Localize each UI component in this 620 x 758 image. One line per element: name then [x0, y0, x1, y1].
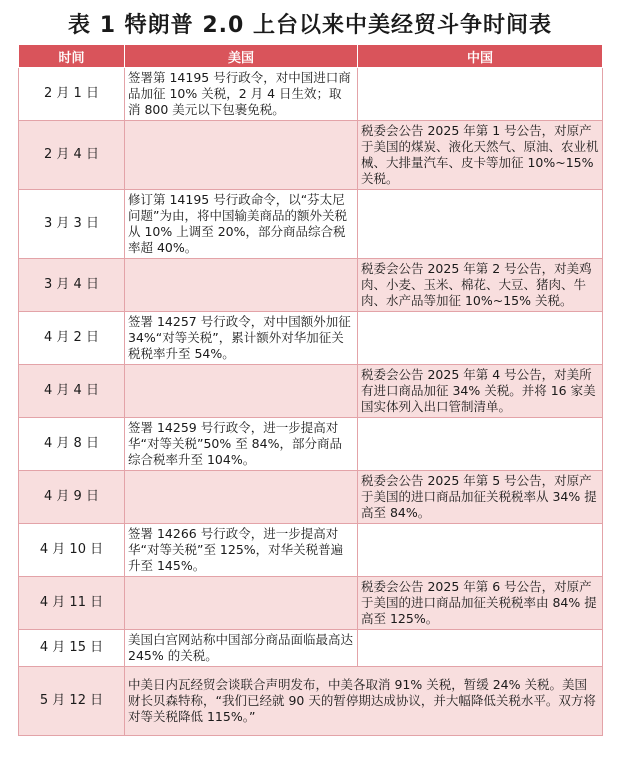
timeline-table	[18, 44, 603, 736]
row-cn-cell	[358, 68, 603, 121]
table-row	[19, 418, 603, 471]
table-row	[19, 524, 603, 577]
row-date: 4 月 2 日	[19, 312, 125, 365]
table-row	[19, 190, 603, 259]
row-us-cell: 美国白宫网站称中国部分商品面临最高达 245% 的关税。	[125, 630, 358, 667]
row-cn-cell: 税委会公告 2025 年第 6 号公告，对原产于美国的进口商品加征关税税率由 84% 提高至 125%。	[358, 577, 603, 630]
row-cn-cell: 税委会公告 2025 年第 2 号公告，对美鸡肉、小麦、玉米、棉花、大豆、猪肉、牛肉、水产品等加征 10%~15% 关税。	[358, 259, 603, 312]
row-us-cell	[125, 121, 358, 190]
row-cn-cell: 税委会公告 2025 年第 4 号公告，对美所有进口商品加征 34% 关税。并将 16 家美国实体列入出口管制清单。	[358, 365, 603, 418]
row-us-cell	[125, 471, 358, 524]
row-joint-cell: 中美日内瓦经贸会谈联合声明发布，中美各取消 91% 关税，暂缓 24% 关税。美国财长贝森特称，“我们已经就 90 天的暂停期达成协议，并大幅降低关税水平。双方将对等关税降低 115%。”	[125, 667, 603, 736]
header-time: 时间	[19, 45, 125, 68]
row-us-cell	[125, 259, 358, 312]
row-cn-cell	[358, 190, 603, 259]
row-date: 2 月 4 日	[19, 121, 125, 190]
header-row	[19, 45, 603, 68]
row-cn-cell	[358, 312, 603, 365]
row-cn-cell	[358, 524, 603, 577]
table-row	[19, 471, 603, 524]
row-date: 4 月 15 日	[19, 630, 125, 667]
row-date: 2 月 1 日	[19, 68, 125, 121]
table-row	[19, 121, 603, 190]
table-row	[19, 312, 603, 365]
row-us-cell: 签署 14257 号行政令，对中国额外加征 34%“对等关税”，累计额外对华加征关税税率升至 54%。	[125, 312, 358, 365]
row-us-cell: 签署 14259 号行政令，进一步提高对华“对等关税”50% 至 84%，部分商品综合税率升至 104%。	[125, 418, 358, 471]
row-cn-cell: 税委会公告 2025 年第 1 号公告，对原产于美国的煤炭、液化天然气、原油、农业机械、大排量汽车、皮卡等加征 10%~15% 关税。	[358, 121, 603, 190]
row-date: 4 月 4 日	[19, 365, 125, 418]
row-date: 5 月 12 日	[19, 667, 125, 736]
table-title: 表 1 特朗普 2.0 上台以来中美经贸斗争时间表	[68, 13, 552, 38]
header-us: 美国	[125, 45, 358, 68]
row-us-cell	[125, 577, 358, 630]
table-row	[19, 68, 603, 121]
table-row	[19, 630, 603, 667]
header-cn: 中国	[358, 45, 603, 68]
row-cn-cell: 税委会公告 2025 年第 5 号公告，对原产于美国的进口商品加征关税税率从 34% 提高至 84%。	[358, 471, 603, 524]
row-us-cell	[125, 365, 358, 418]
row-date: 4 月 8 日	[19, 418, 125, 471]
row-cn-cell	[358, 418, 603, 471]
table-row	[19, 365, 603, 418]
row-date: 3 月 4 日	[19, 259, 125, 312]
table-row	[19, 259, 603, 312]
row-date: 4 月 9 日	[19, 471, 125, 524]
row-cn-cell	[358, 630, 603, 667]
row-date: 4 月 11 日	[19, 577, 125, 630]
table-row-final	[19, 667, 603, 736]
row-date: 4 月 10 日	[19, 524, 125, 577]
row-us-cell: 修订第 14195 号行政命令，以“芬太尼问题”为由，将中国输美商品的额外关税从 10% 上调至 20%，部分商品综合税率超 40%。	[125, 190, 358, 259]
row-us-cell: 签署第 14195 号行政令，对中国进口商品加征 10% 关税，2 月 4 日生效；取消 800 美元以下包裹免税。	[125, 68, 358, 121]
table-row	[19, 577, 603, 630]
row-date: 3 月 3 日	[19, 190, 125, 259]
row-us-cell: 签署 14266 号行政令，进一步提高对华“对等关税”至 125%，对华关税普遍升至 145%。	[125, 524, 358, 577]
